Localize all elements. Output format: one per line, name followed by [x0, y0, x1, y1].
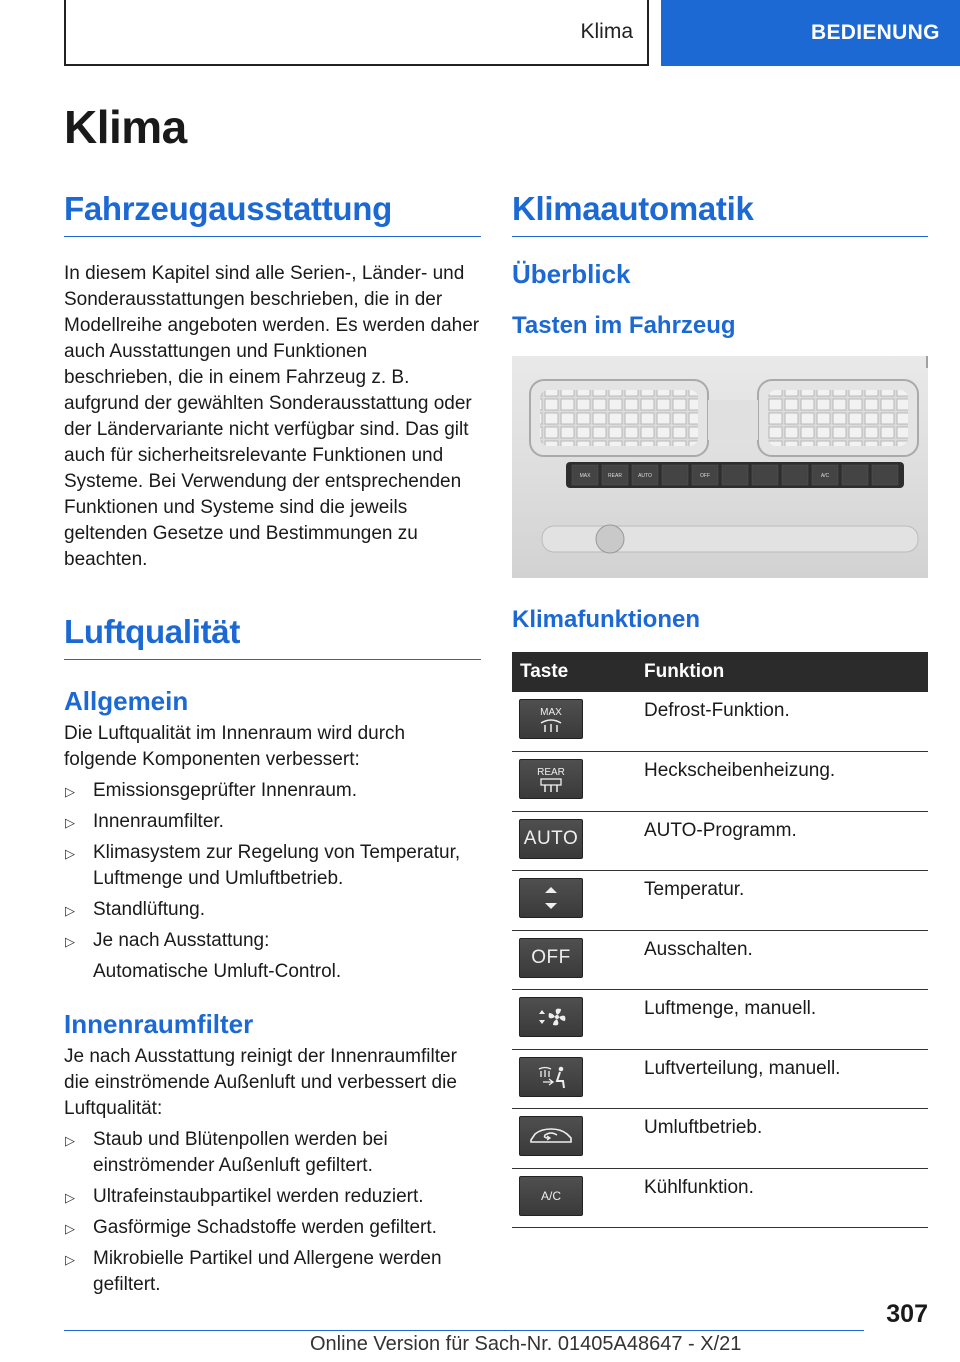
table-row: [512, 1049, 928, 1109]
heading-luftqualitaet: Luftqualität: [64, 613, 481, 660]
paragraph-ausstattung: In diesem Kapitel sind alle Serien-, Länder- und Sonderausstattungen beschrieben, die in der Modellreihe angeboten werden. Es werden daher auch Ausstattungen und Funktionen beschrieben, die in einem Fahrzeug z. B. aufgrund der gewählten Sonderausstattung oder der Ländervariante nicht verfügbar sind. Das gilt auch für sicherheitsrelevante Funktionen und Systeme. Bei Verwendung der entsprechenden Funktionen und Systeme sind die jeweils geltenden Gesetze und Bestimmungen zu beachten.: [64, 263, 480, 570]
table-cell-function: Kühlfunktion.: [634, 1168, 928, 1228]
heading-fahrzeugausstattung: Fahrzeugausstattung: [64, 190, 481, 237]
dashboard-illustration: [512, 356, 928, 578]
table-row: [512, 1168, 928, 1228]
table-cell-function: Luftmenge, manuell.: [634, 990, 928, 1050]
table-header-funktion: Funktion: [634, 652, 928, 692]
left-column: [64, 190, 481, 1298]
rear-heat-icon: [519, 759, 583, 799]
list-item: ▷ Ultrafeinstaubpartikel werden reduziert.: [64, 1184, 481, 1210]
table-cell-function: Defrost-Funktion.: [634, 692, 928, 752]
list-allgemein: [64, 778, 481, 985]
list-item: ▷ Gasförmige Schadstoffe werden gefiltert.: [64, 1215, 481, 1241]
footer-divider: [64, 1330, 864, 1331]
footer-text: Online Version für Sach-Nr. 01405A48647 - X/21: [310, 1333, 742, 1355]
function-table: [512, 652, 928, 1228]
off-icon: OFF: [519, 938, 583, 978]
svg-text:REAR: REAR: [537, 767, 565, 778]
list-item: ▷ Innenraumfilter.: [64, 809, 481, 835]
paragraph-filter: Je nach Ausstattung reinigt der Innenraumfilter die einströmende Außenluft und verbessert die Luftqualität:: [64, 1046, 457, 1119]
max-defrost-icon: [519, 699, 583, 739]
table-row: [512, 811, 928, 871]
triangle-bullet-icon: ▷: [65, 934, 75, 949]
table-header-row: [512, 652, 928, 692]
table-header-taste: Taste: [512, 652, 634, 692]
table-cell-function: AUTO-Programm.: [634, 811, 928, 871]
right-column: [512, 190, 928, 1228]
svg-text:MAX: MAX: [540, 707, 562, 718]
heading-innenraumfilter: Innenraumfilter: [64, 1009, 254, 1039]
triangle-bullet-icon: ▷: [65, 1133, 75, 1148]
triangle-bullet-icon: ▷: [65, 903, 75, 918]
table-cell-function: Ausschalten.: [634, 930, 928, 990]
air-distribution-icon: [519, 1057, 583, 1097]
heading-klimaautomatik: Klimaautomatik: [512, 190, 928, 237]
triangle-bullet-icon: ▷: [65, 1252, 75, 1267]
temperature-arrows-icon: [519, 878, 583, 918]
table-cell-function: Luftverteilung, manuell.: [634, 1049, 928, 1109]
table-row: [512, 930, 928, 990]
table-cell-function: Umluftbetrieb.: [634, 1109, 928, 1169]
heading-ueberblick: Überblick: [512, 259, 631, 289]
triangle-bullet-icon: ▷: [65, 1190, 75, 1205]
list-item: ▷ Je nach Ausstattung: Automatische Umluft-Control.: [64, 928, 481, 985]
dashboard-photo: [512, 356, 928, 578]
table-cell-function: Heckscheibenheizung.: [634, 752, 928, 812]
triangle-bullet-icon: ▷: [65, 784, 75, 799]
photo-button-max: MAX: [579, 473, 591, 479]
ac-icon: A/C: [519, 1176, 583, 1216]
page-title: Klima: [64, 101, 187, 153]
triangle-bullet-icon: ▷: [65, 1221, 75, 1236]
header-section-label: Klima: [580, 20, 633, 43]
photo-button-rear: REAR: [608, 473, 622, 479]
table-cell-function: Temperatur.: [634, 871, 928, 931]
auto-icon: AUTO: [519, 819, 583, 859]
header-chapter-label: BEDIENUNG: [811, 21, 940, 44]
triangle-bullet-icon: ▷: [65, 846, 75, 861]
recirculation-icon: [519, 1116, 583, 1156]
triangle-bullet-icon: ▷: [65, 815, 75, 830]
page-number: 307: [886, 1300, 928, 1328]
list-filter: [64, 1127, 481, 1298]
photo-button-ac: A/C: [820, 473, 830, 479]
list-item: ▷ Standlüftung.: [64, 897, 481, 923]
header-section-tab: [64, 0, 649, 66]
paragraph-allgemein: Die Luftqualität im Innenraum wird durch folgende Komponenten verbessert:: [64, 723, 406, 770]
table-row: [512, 752, 928, 812]
fan-icon: [519, 997, 583, 1037]
heading-klimafunktionen: Klimafunktionen: [512, 606, 701, 633]
list-item: ▷ Emissionsgeprüfter Innenraum.: [64, 778, 481, 804]
photo-button-off: OFF: [700, 473, 710, 479]
list-item: ▷ Staub und Blütenpollen werden bei einströmender Außenluft gefiltert.: [65, 1129, 388, 1176]
table-row: [512, 692, 928, 752]
heading-allgemein: Allgemein: [64, 686, 189, 716]
list-item-sub: Automatische Umluft-Control.: [93, 961, 342, 982]
header-chapter-tab: [661, 0, 960, 66]
table-row: [512, 990, 928, 1050]
table-row: [512, 871, 928, 931]
list-item: ▷ Klimasystem zur Regelung von Temperatur, Luftmenge und Umluftbetrieb.: [65, 842, 461, 889]
table-row: [512, 1109, 928, 1169]
list-item: ▷ Mikrobielle Partikel und Allergene werden gefiltert.: [65, 1248, 442, 1295]
photo-button-auto: AUTO: [638, 473, 652, 479]
heading-tasten: Tasten im Fahrzeug: [512, 312, 736, 339]
